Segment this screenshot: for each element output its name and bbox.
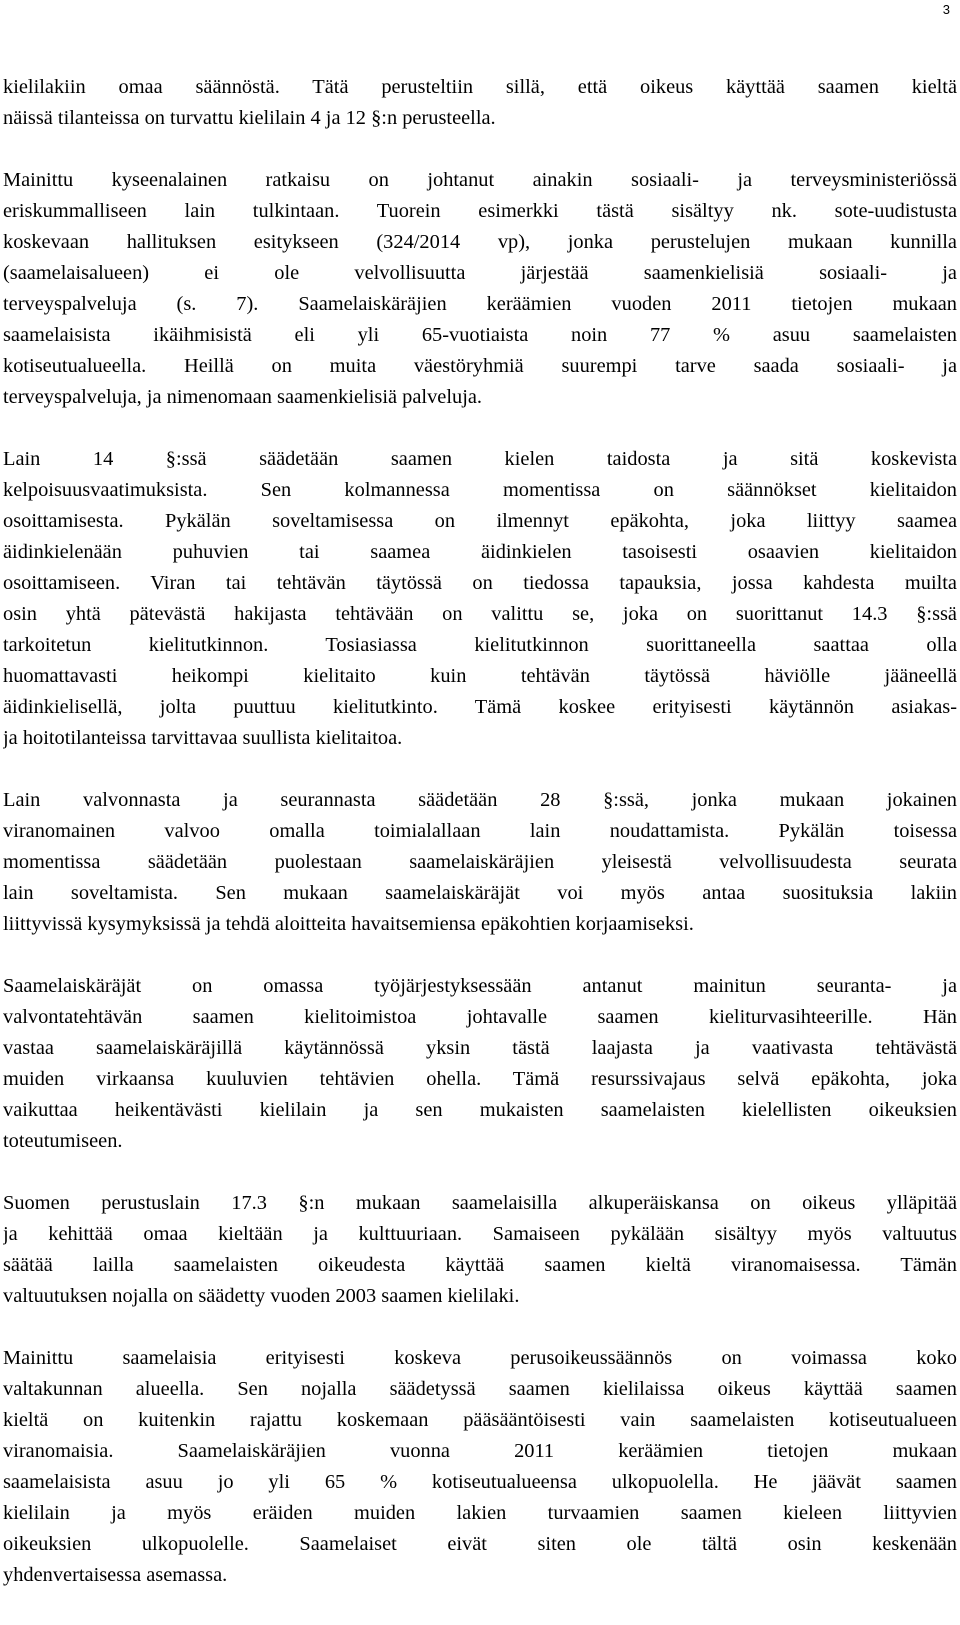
text-line: Lain valvonnasta ja seurannasta säädetään 28 §:ssä, jonka mukaan jokainen [3, 789, 957, 811]
text-line: vaikuttaa heikentävästi kielilain ja sen mukaisten saamelaisten kielellisten oikeuksien [3, 1099, 957, 1121]
text-line: kielilain ja myös eräiden muiden lakien turvaamien saamen kieleen liittyvien [3, 1502, 957, 1524]
text-line: yhdenvertaisessa asemassa. [3, 1564, 228, 1586]
text-line: näissä tilanteissa on turvattu kielilain 4 ja 12 §:n perusteella. [3, 107, 496, 129]
text-line: osoittamisesta. Pykälän soveltamisessa on ilmennyt epäkohta, joka liittyy saamea [3, 510, 957, 532]
paragraph [3, 165, 957, 413]
text-line: vastaa saamelaiskäräjillä käytännössä yksin tästä laajasta ja vaativasta tehtävästä [3, 1037, 957, 1059]
text-line: huomattavasti heikompi kielitaito kuin tehtävän täytössä häviölle jääneellä [3, 665, 957, 687]
paragraph [3, 1188, 957, 1312]
text-line: valvontatehtävän saamen kielitoimistoa johtavalle saamen kieliturvasihteerille. Hän [3, 1006, 957, 1028]
text-line: viranomaisia. Saamelaiskäräjien vuonna 2011 keräämien tietojen mukaan [3, 1440, 957, 1462]
text-line: ja kehittää omaa kieltään ja kulttuuriaan. Samaiseen pykälään sisältyy myös valtuutus [3, 1223, 957, 1245]
paragraph [3, 1343, 957, 1591]
text-line: oikeuksien ulkopuolelle. Saamelaiset eivät siten ole tältä osin keskenään [3, 1533, 957, 1555]
paragraph [3, 72, 957, 134]
paragraph [3, 785, 957, 940]
text-line: toteutumiseen. [3, 1130, 123, 1152]
text-line: saamelaisista ikäihmisistä eli yli 65-vuotiaista noin 77 % asuu saamelaisten [3, 324, 957, 346]
text-line: koskevaan hallituksen esitykseen (324/2014 vp), jonka perustelujen mukaan kunnilla [3, 231, 957, 253]
page-number: 3 [942, 2, 950, 17]
text-line: osoittamiseen. Viran tai tehtävän täytössä on tiedossa tapauksia, jossa kahdesta muilta [3, 572, 957, 594]
text-line: äidinkielenään puhuvien tai saamea äidinkielen tasoisesti osaavien kielitaidon [3, 541, 957, 563]
text-line: kotiseutualueella. Heillä on muita väestöryhmiä suurempi tarve saada sosiaali- ja [3, 355, 957, 377]
text-line: eriskummalliseen lain tulkintaan. Tuorein esimerkki tästä sisältyy nk. sote-uudistusta [3, 200, 957, 222]
text-line: viranomainen valvoo omalla toimialallaan lain noudattamista. Pykälän toisessa [3, 820, 957, 842]
text-line: kielilakiin omaa säännöstä. Tätä perusteltiin sillä, että oikeus käyttää saamen kieltä [3, 76, 957, 98]
text-line: terveyspalveluja, ja nimenomaan saamenkielisiä palveluja. [3, 386, 483, 408]
text-line: Lain 14 §:ssä säädetään saamen kielen taidosta ja sitä koskevista [3, 448, 957, 470]
text-line: Mainittu saamelaisia erityisesti koskeva perusoikeussäännös on voimassa koko [3, 1347, 957, 1369]
text-line: ja hoitotilanteissa tarvittavaa suullista kielitaitoa. [3, 727, 403, 749]
text-line: Suomen perustuslain 17.3 §:n mukaan saamelaisilla alkuperäiskansa on oikeus ylläpitää [3, 1192, 957, 1214]
text-line: muiden virkaansa kuuluvien tehtävien ohella. Tämä resurssivajaus selvä epäkohta, joka [3, 1068, 957, 1090]
text-line: momentissa säädetään puolestaan saamelaiskäräjien yleisestä velvollisuudesta seurata [3, 851, 957, 873]
text-line: kieltä on kuitenkin rajattu koskemaan pääsääntöisesti vain saamelaisten kotiseutualueen [3, 1409, 957, 1431]
text-line: saamelaisista asuu jo yli 65 % kotiseutualueensa ulkopuolella. He jäävät saamen [3, 1471, 957, 1493]
text-line: säätää lailla saamelaisten oikeudesta käyttää saamen kieltä viranomaisessa. Tämän [3, 1254, 957, 1276]
text-line: lain soveltamista. Sen mukaan saamelaiskäräjät voi myös antaa suosituksia lakiin [3, 882, 957, 904]
text-line: (saamelaisalueen) ei ole velvollisuutta järjestää saamenkielisiä sosiaali- ja [3, 262, 957, 284]
text-line: tarkoitetun kielitutkinnon. Tosiasiassa kielitutkinnon suorittaneella saattaa olla [3, 634, 957, 656]
text-line: valtakunnan alueella. Sen nojalla säädetyssä saamen kielilaissa oikeus käyttää saamen [3, 1378, 957, 1400]
text-line: liittyvissä kysymyksissä ja tehdä aloitteita havaitsemiensa epäkohtien korjaamiseksi. [3, 913, 694, 935]
text-line: osin yhtä pätevästä hakijasta tehtävään on valittu se, joka on suorittanut 14.3 §:ssä [3, 603, 957, 625]
text-line: valtuutuksen nojalla on säädetty vuoden 2003 saamen kielilaki. [3, 1285, 520, 1307]
text-line: äidinkielisellä, jolta puuttuu kielitutkinto. Tämä koskee erityisesti käytännön asiakas- [3, 696, 957, 718]
paragraph [3, 444, 957, 754]
text-line: terveyspalveluja (s. 7). Saamelaiskäräjien keräämien vuoden 2011 tietojen mukaan [3, 293, 957, 315]
text-line: Mainittu kyseenalainen ratkaisu on johtanut ainakin sosiaali- ja terveysministeriössä [3, 169, 957, 191]
text-line: kelpoisuusvaatimuksista. Sen kolmannessa momentissa on säännökset kielitaidon [3, 479, 957, 501]
text-line: Saamelaiskäräjät on omassa työjärjestyksessään antanut mainitun seuranta- ja [3, 975, 957, 997]
document-body [3, 72, 957, 1622]
paragraph [3, 971, 957, 1157]
